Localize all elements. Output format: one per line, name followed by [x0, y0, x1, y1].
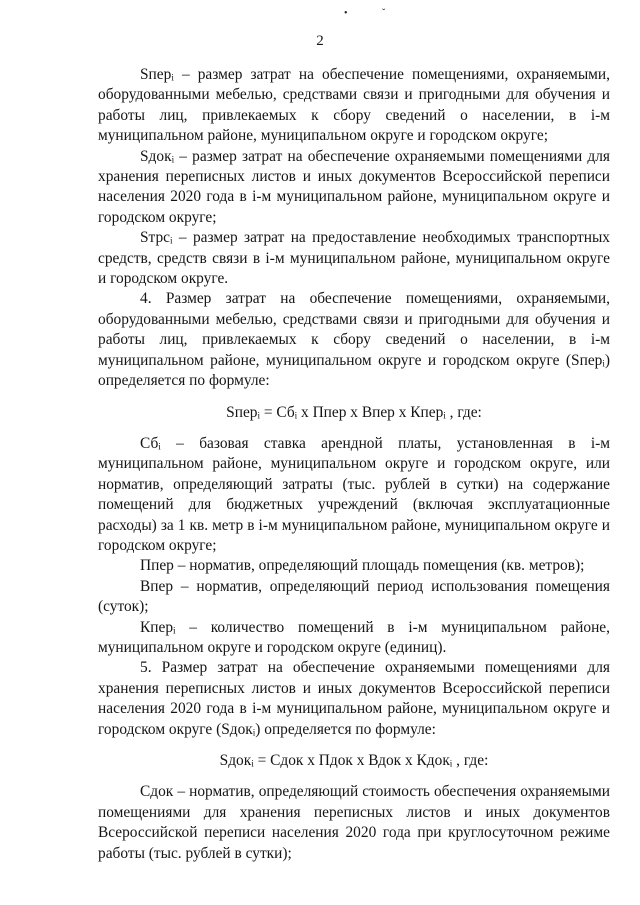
paragraph-sdok-definition: Sдокᵢ – размер затрат на обеспечение охраняемыми помещениями для хранения переписных листов и иных документов Всероссийской переписи населения 2020 года в i-м муниципальном районе, муниципальном округе и городском округе;	[98, 147, 610, 226]
paragraph-sdok-norm-definition: Сдок – норматив, определяющий стоимость обеспечения охраняемыми помещениями для хранения переписных листов и иных документов Всероссийской переписи населения 2020 года при круглосуточном режиме работы (тыс. рублей в сутки);	[98, 783, 610, 862]
formula-sper: Sперᵢ = Сбᵢ х Ппер х Впер х Кперᵢ , где:	[226, 403, 482, 421]
paragraph-item-4: 4. Размер затрат на обеспечение помещениями, охраняемыми, оборудованными мебелью, средствами связи и пригодными для обучения и работы лиц, привлекаемых к сбору сведений о населении, в i-м муниципальном районе, муниципальном округе и городском округе (Sперᵢ) определяется по формуле:	[98, 290, 610, 390]
scan-specks: • ˇ	[344, 8, 402, 19]
paragraph-vper-definition: Впер – норматив, определяющий период использования помещения (суток);	[98, 577, 610, 616]
page-number: 2	[316, 33, 324, 49]
paragraph-sper-definition: Sперᵢ – размер затрат на обеспечение помещениями, охраняемыми, оборудованными мебелью, средствами связи и пригодными для обучения и работы лиц, привлекаемых к сбору сведений о населении, в i-м муниципальном районе, муниципальном округе и городском округе;	[98, 66, 610, 145]
paragraph-pper-definition: Ппер – норматив, определяющий площадь помещения (кв. метров);	[140, 557, 585, 575]
paragraph-item-5: 5. Размер затрат на обеспечение охраняемыми помещениями для хранения переписных листов и иных документов Всероссийской переписи населения 2020 года в i-м муниципальном районе, муниципальном округе и городском округе (Sдокᵢ) определяется по формуле:	[98, 659, 610, 738]
paragraph-strs-definition: Sтрсᵢ – размер затрат на предоставление необходимых транспортных средств, средств связи в i-м муниципальном районе, муниципальном округе и городском округе.	[98, 229, 610, 288]
document-body	[98, 65, 610, 864]
paragraph-sb-definition: Сбᵢ – базовая ставка арендной платы, установленная в i-м муниципальном районе, муниципальном округе и городском округе, или норматив, определяющий затраты (тыс. рублей в сутки) на содержание помещений для бюджетных учреждений (включая эксплуатационные расходы) за 1 кв. метр в i-м муниципальном районе, муниципальном округе и городском округе;	[98, 434, 610, 554]
paragraph-kper-definition: Кперᵢ – количество помещений в i-м муниципальном районе, муниципальном округе и городском округе (единиц).	[98, 618, 610, 656]
formula-sdok: Sдокᵢ = Сдок х Пдок х Вдок х Кдокᵢ , где:	[219, 752, 489, 769]
